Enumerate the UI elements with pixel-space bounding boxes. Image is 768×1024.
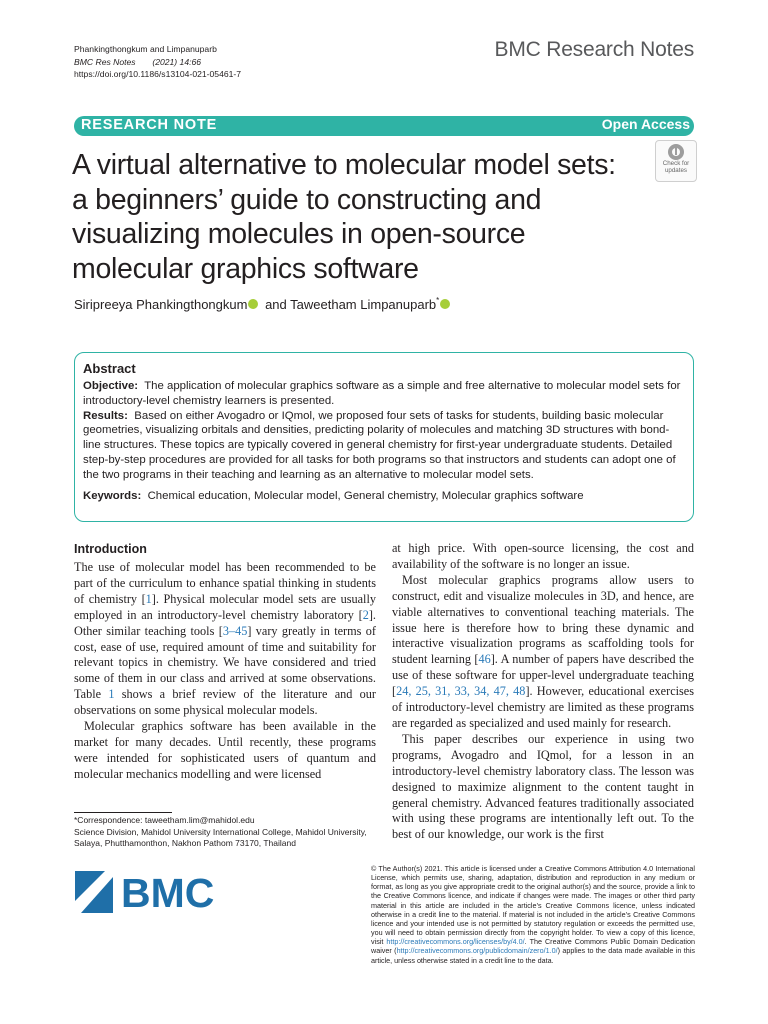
citation-link[interactable]: 2 [362,607,369,622]
paragraph [392,573,694,732]
text-run: ]. Other similar teaching tools [ [74,607,376,638]
doi-link[interactable]: https://doi.org/10.1186/s13104-021-05461-7 [74,69,242,80]
results-label: Results: [83,409,128,422]
paragraph [74,560,376,719]
bmc-logo-text: BMC [121,870,215,916]
journal-citation [74,56,241,69]
text-run: ] vary greatly in terms of cost, ease of use, required amount of time and suitability for relevant topics in chemistry. We have considered and tried some of them in our class and arrived at some observations. Table [74,623,376,702]
check-updates-line1: Check for [662,160,690,167]
header-authors: Phankingthongkum and Limpanuparb [74,44,217,54]
citation-link[interactable]: 24, 25, 31, 33, 34, 47, 48 [396,684,526,699]
public-domain-link[interactable]: http://creativecommons.org/publicdomain/zero/1.0/ [396,946,558,956]
citation-link[interactable]: 46 [478,652,491,667]
check-updates-icon [668,144,684,160]
license-link[interactable]: http://creativecommons.org/licenses/by/4.0/ [386,937,525,947]
orcid-icon[interactable] [440,299,450,309]
abstract-results [83,409,685,483]
keywords-label: Keywords: [83,489,142,502]
text-run: ]. Physical molecular model sets are usually employed in an introductory-level chemistry laboratory [ [74,591,376,622]
keywords-text: Chemical education, Molecular model, General chemistry, Molecular graphics software [147,489,584,502]
table-link[interactable]: 1 [108,687,115,702]
author-list [74,296,453,312]
check-for-updates-badge[interactable] [655,140,697,182]
footnote-divider [74,812,172,813]
section-heading-introduction: Introduction [74,542,147,556]
abstract-keywords [83,489,685,504]
text-run: shows a brief review of the literature and our observations on some physical molecular models. [74,687,376,718]
objective-label: Objective: [83,380,139,392]
paragraph: This paper describes our experience in using two programs, Avogadro and IQmol, for a lesson in an introductory-level chemistry laboratory class. The lesson was designed to maximize alignment to the content taught in general chemistry. Advanced features traditionally associated with using these programs are intentionally left out. To the best of our knowledge, our work is the first [392,731,694,842]
text-run: The use of molecular model has been recommended to be part of the curriculum to enhance spatial thinking in students of chemistry [ [74,560,376,606]
text-run: ) applies to the data made available in this article, unless otherwise stated in a credit line to the data. [371,946,695,965]
text-run: ]. A number of papers have described the use of these software for upper-level undergraduate teaching [ [392,652,694,699]
article-type-label: RESEARCH NOTE [81,117,218,133]
text-run: Most molecular graphics programs allow users to construct, edit and visualize molecules in 3D, and hence, are viable alternatives to conventional teaching materials. The issue here is therefore how to bring these dynamic and interactive visualization programs as scaffolding tools for student learning [ [392,572,694,667]
text-run: © The Author(s) 2021. This article is licensed under a Creative Commons Attribution 4.0 International License, which permits use, sharing, adaptation, distribution and reproduction in any medium or format, as long as you give appropriate credit to the original author(s) and the source, provide a link to the Creative Commons licence, and indicate if changes were made. The images or other third party material in this article are included in the article’s Creative Commons licence, unless indicated otherwise in a credit line to the material. If material is not included in the article’s Creative Commons licence and your intended use is not permitted by statutory regulation or exceeds the permitted use, you will need to obtain permission directly from the copyright holder. To view a copy of this licence, visit [371,864,695,947]
abstract-heading: Abstract [83,361,136,376]
author-name[interactable]: Taweetham Limpanuparb [290,297,437,312]
body-column-left [74,541,376,783]
abstract-objective [83,379,685,409]
citation-link[interactable]: 3–45 [222,623,248,638]
license-statement [371,864,695,965]
citation-volume: (2021) 14:66 [152,56,202,67]
paragraph: Molecular graphics software has been available in the market for many decades. Until recently, these programs were intended for sophisticated users of quantum and molecular mechanics modelling and were licensed [74,719,376,781]
affiliation: Science Division, Mahidol University International College, Mahidol University, Salaya, Phutthamonthon, Nakhon Pathom 73170, Thailand [74,826,367,849]
citation-link[interactable]: 1 [145,591,152,606]
paragraph: at high price. With open-source licensing, the cost and availability of the software is no longer an issue. [392,541,694,571]
author-name[interactable]: Siripreeya Phankingthongkum [74,297,248,312]
abstract-box [74,352,694,522]
check-updates-line2: updates [664,166,688,174]
text-run: ]. However, educational exercises of introductory-level chemistry are limited as these programs are regarded as specialized and used mainly for research. [392,684,695,730]
author-connector: and [265,297,287,312]
footnote [74,815,374,850]
objective-text: The application of molecular graphics software as a simple and free alternative to molecular model sets for introductory-level chemistry learners is presented. [83,380,681,407]
results-text: Based on either Avogadro or IQmol, we proposed four sets of tasks for students, building basic molecular geometries, visualizing orbitals and densities, predicting polarity of molecules and matching 3D structures with bond-line structures. These topics are typically covered in general chemistry for first-year undergraduate students. Detailed step-by-step procedures are provided for all tasks for both programs so that instructors and students can adopt one of the two programs in their teaching and learning as an alternative to molecular model sets. [83,409,676,481]
body-column-right [392,541,694,843]
citation-block [74,43,241,81]
orcid-icon[interactable] [248,299,258,309]
article-type-banner [74,116,694,136]
journal-abbrev: BMC Res Notes [74,56,136,67]
bmc-logo [75,865,215,920]
corresponding-mark: * [436,296,440,305]
text-run: . The Creative Commons Public Domain Dedication waiver ( [371,937,695,956]
correspondence-line: *Correspondence: taweetham.lim@mahidol.edu [74,815,255,825]
journal-name: BMC Research Notes [494,38,694,61]
open-access-label: Open Access [601,116,690,132]
article-title: A virtual alternative to molecular model sets: a beginners’ guide to constructing and visualizing molecules in open-source molecular graphics software [72,149,616,285]
